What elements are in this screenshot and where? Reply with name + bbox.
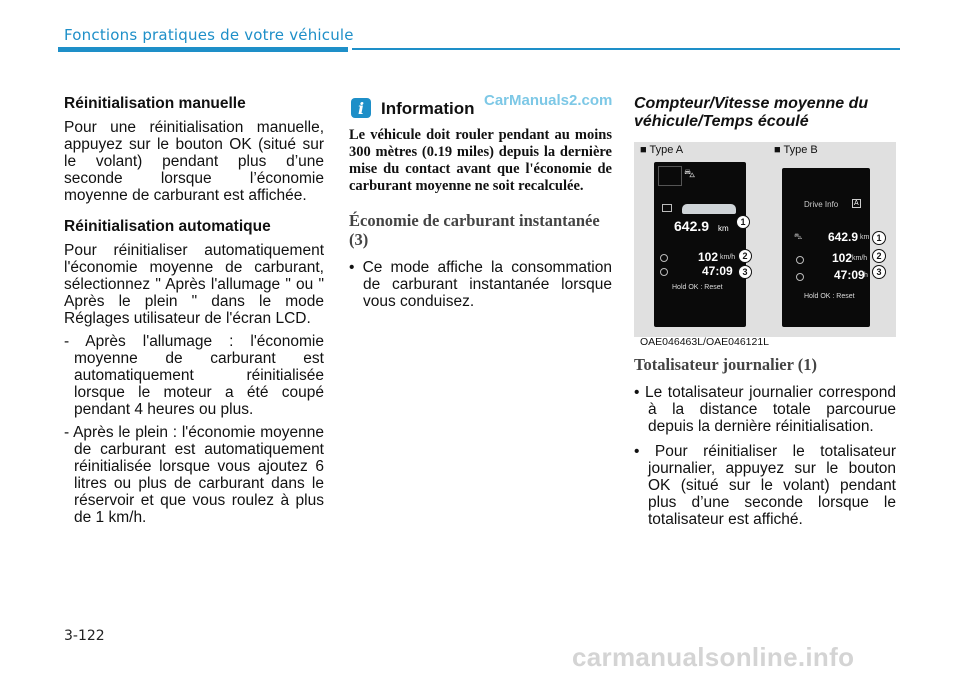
section-title: Fonctions pratiques de votre véhicule — [64, 26, 354, 44]
instant-economy-bullet: • Ce mode affiche la consommation de carburant instantanée lorsque vous conduisez. — [349, 259, 612, 310]
info-header — [349, 95, 612, 121]
auto-reset-text: Pour réinitialiser automatiquement l'économie moyenne de carburant, sélectionnez " Après l'allumage " ou " Après le plein " dans le mode Réglages utilisateur de l'écran LCD. — [64, 242, 324, 327]
header-bar — [58, 47, 348, 52]
car-silhouette — [682, 204, 736, 214]
manual-reset-text: Pour une réinitialisation manuelle, appuyez sur le bouton OK (situé sur le volant) pendant plus d’une seconde lorsque l’économie moyenne de carburant est affichée. — [64, 119, 324, 204]
speed-unit-b: km/h — [852, 255, 868, 262]
callout-2-b: 2 — [872, 249, 886, 263]
speed-value: 102 — [698, 250, 719, 264]
auto-reset-heading: Réinitialisation automatique — [64, 218, 271, 235]
time-value: 47:09 — [702, 264, 733, 278]
distance-unit: km — [718, 224, 729, 233]
hold-reset-text: Hold OK : Reset — [672, 284, 723, 291]
dash-item-after-refuel: - Après le plein : l'économie moyenne de carburant est automatiquement réinitialisée lorsque vous ajoutez 6 litres ou plus de carburant dans le réservoir et que vous roulez à plus de 1 km/h. — [64, 424, 324, 526]
callout-3-a: 3 — [738, 265, 752, 279]
cluster-screen-type-a — [654, 162, 746, 327]
info-icon: i — [351, 98, 371, 118]
column-right-lower — [634, 355, 896, 536]
speed-icon-b — [796, 256, 804, 264]
cluster-screen-type-b — [782, 168, 870, 327]
clock-icon — [660, 268, 668, 276]
callout-2-a: 2 — [738, 249, 752, 263]
hold-reset-text-b: Hold OK : Reset — [804, 293, 855, 300]
time-value-b: 47:09 — [834, 268, 865, 282]
drive-info-title: Drive Info — [804, 200, 839, 209]
speed-icon — [660, 254, 668, 262]
info-title: Information — [381, 98, 475, 118]
fuel-icon — [658, 166, 682, 186]
type-a-label: ■ Type A — [640, 144, 684, 156]
speed-unit: km/h — [720, 254, 736, 261]
trip-odometer-heading: Totalisateur journalier (1) — [634, 355, 818, 374]
column-left — [64, 95, 324, 532]
column-right — [634, 95, 896, 147]
car-icon-b: ⛍ — [794, 232, 803, 241]
trip-info-heading: Compteur/Vitesse moyenne du véhicule/Temps écoulé — [634, 95, 869, 130]
trip-odometer-bullet-2: • Pour réinitialiser le totalisateur journalier, appuyez sur le bouton OK (situé sur le volant) pendant plus d’une seconde lorsque le totalisateur est affiché. — [634, 443, 896, 528]
speed-value-b: 102 — [832, 251, 853, 265]
figure-caption: OAE046463L/OAE046121L — [640, 336, 770, 348]
callout-1-a: 1 — [736, 215, 750, 229]
manual-reset-heading: Réinitialisation manuelle — [64, 95, 246, 112]
callout-3-b: 3 — [872, 265, 886, 279]
callout-1-b: 1 — [872, 231, 886, 245]
distance-value: 642.9 — [674, 218, 710, 234]
info-text: Le véhicule doit rouler pendant au moins 300 mètres (0.19 miles) depuis la dernière mise du contact avant que l'économie de carburant moyenne ne soit recalculée. — [349, 127, 612, 194]
header-rule — [352, 48, 900, 50]
distance-unit-b: km — [860, 234, 870, 241]
cluster-figure — [634, 142, 896, 337]
distance-value-b: 642.9 — [828, 230, 859, 244]
route-icon — [662, 204, 672, 212]
car-icon: ⛍ — [684, 168, 696, 180]
time-suffix-b: h — [864, 272, 868, 279]
drive-info-badge: A — [854, 200, 859, 207]
instant-economy-heading: Économie de carburant instantanée (3) — [349, 211, 600, 249]
trip-odometer-bullet-1: • Le totalisateur journalier correspond à la distance totale parcourue depuis la dernière réinitialisation. — [634, 384, 896, 435]
type-b-label: ■ Type B — [774, 144, 818, 156]
page-number: 3-122 — [64, 628, 105, 644]
clock-icon-b — [796, 273, 804, 281]
dash-item-after-ignition: - Après l'allumage : l'économie moyenne de carburant est automatiquement réinitialisée lorsque le moteur a été coupé pendant 4 heures ou plus. — [64, 333, 324, 418]
watermark-top: CarManuals2.com — [484, 92, 613, 109]
column-middle — [349, 95, 612, 318]
watermark-footer: carmanualsonline.info — [572, 642, 855, 672]
